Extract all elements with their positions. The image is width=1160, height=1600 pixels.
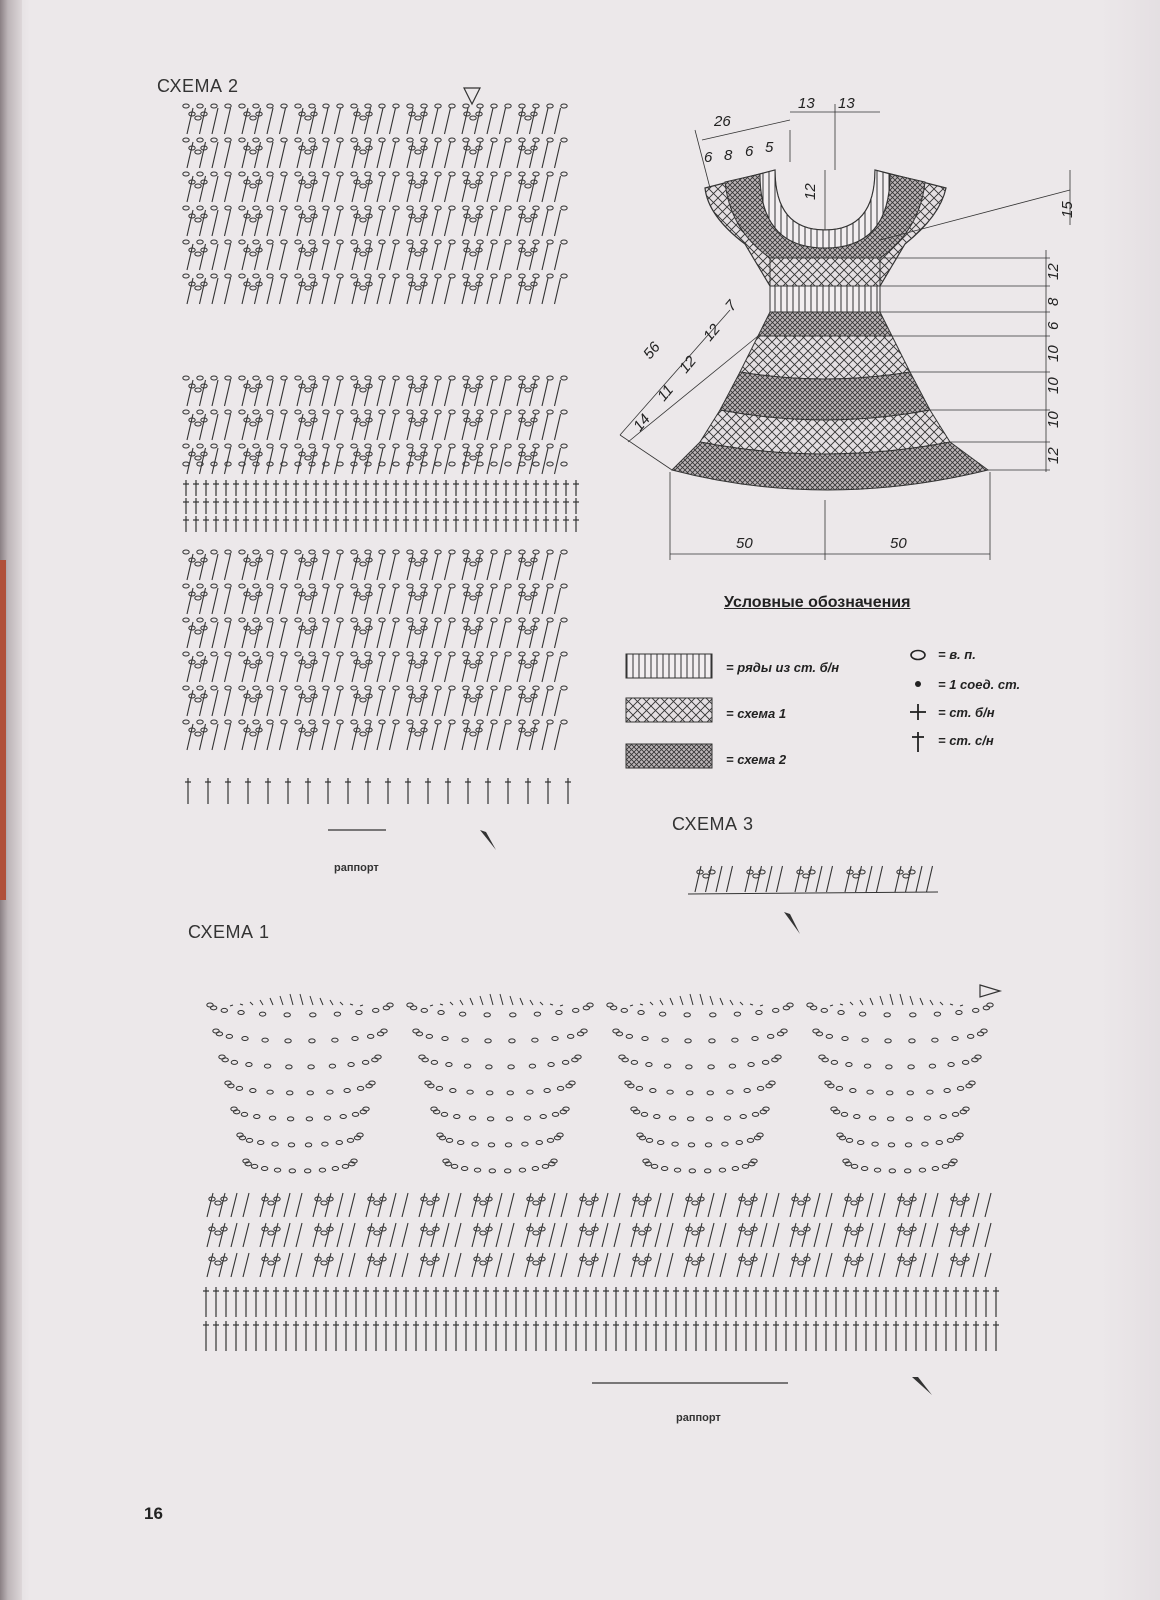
scheme2-chart [180, 88, 590, 848]
waist-band [770, 286, 880, 312]
dim-diag-7: 7 [722, 297, 741, 315]
end-arrow-icon [480, 830, 496, 850]
dim-right-10b: 10 [1045, 377, 1062, 394]
scheme1-stitches [203, 994, 999, 1383]
dim-diag-56: 56 [640, 338, 664, 363]
legend-title: Условные обозначения [724, 594, 911, 611]
dim-right-12a: 12 [1045, 263, 1062, 280]
swatch-scheme2 [626, 744, 712, 768]
swatch-scheme1 [626, 698, 712, 722]
dim-right-6: 6 [1045, 321, 1062, 330]
start-arrow-icon [464, 88, 480, 104]
legend-label-sc: = ст. б/н [938, 705, 995, 720]
dim-sleeve-15: 15 [1059, 201, 1076, 218]
chain-oval-icon [911, 651, 925, 660]
scheme3-chart [688, 862, 948, 952]
dim-top-26: 26 [714, 113, 731, 130]
legend-label-rows: = ряды из ст. б/н [726, 660, 840, 675]
dim-hem-50a: 50 [736, 535, 753, 552]
scheme1-start-arrow-icon [980, 985, 1000, 997]
dagger-icon [912, 732, 924, 752]
scheme1-end-arrow-icon [912, 1377, 932, 1395]
dim-diag-12a: 12 [676, 352, 700, 377]
scheme2-title: СХЕМА 2 [157, 76, 239, 96]
scheme2-rapport-label: раппорт [334, 862, 379, 874]
dim-top-13b: 13 [838, 95, 855, 112]
scheme1-chart [200, 975, 1030, 1375]
slip-stitch-dot-icon [915, 681, 921, 687]
legend-symbols [904, 646, 934, 766]
plus-icon [910, 704, 926, 720]
dim-neck-12: 12 [802, 183, 819, 200]
scheme2-stitches [183, 104, 579, 830]
legend-label-scheme1: = схема 1 [726, 706, 787, 721]
legend-label-dc: = ст. с/н [938, 733, 994, 748]
scheme1-title: СХЕМА 1 [188, 922, 270, 942]
dim-diag-11: 11 [654, 381, 678, 405]
dim-hem-50b: 50 [890, 535, 907, 552]
dim-diag-12b: 12 [700, 320, 724, 345]
dim-shoulder-6b: 6 [745, 143, 754, 160]
dim-right-8: 8 [1045, 297, 1062, 306]
dim-shoulder-8: 8 [724, 147, 733, 164]
dim-shoulder-6a: 6 [704, 149, 713, 166]
dim-shoulder-5: 5 [765, 139, 774, 156]
legend-label-chain: = в. п. [938, 647, 976, 662]
dim-right-10a: 10 [1045, 345, 1062, 362]
dim-right-12b: 12 [1045, 447, 1062, 464]
dim-right-10c: 10 [1045, 411, 1062, 428]
scheme3-stitches [688, 866, 938, 894]
binding-red-strip [0, 560, 6, 900]
scheme3-arrow-icon [784, 912, 800, 934]
scheme1-rapport-label: раппорт [676, 1412, 721, 1424]
dim-top-13a: 13 [798, 95, 815, 112]
legend-label-scheme2: = схема 2 [726, 752, 787, 767]
scheme3-title: СХЕМА 3 [672, 814, 754, 834]
legend-label-slip: = 1 соед. ст. [938, 677, 1021, 692]
swatch-rows-sc [626, 654, 712, 678]
bodice-band [770, 258, 880, 286]
legend-swatches [624, 652, 714, 772]
dim-diag-14: 14 [630, 410, 654, 435]
dress-schematic [610, 90, 1090, 570]
page-number: 16 [144, 1504, 163, 1523]
